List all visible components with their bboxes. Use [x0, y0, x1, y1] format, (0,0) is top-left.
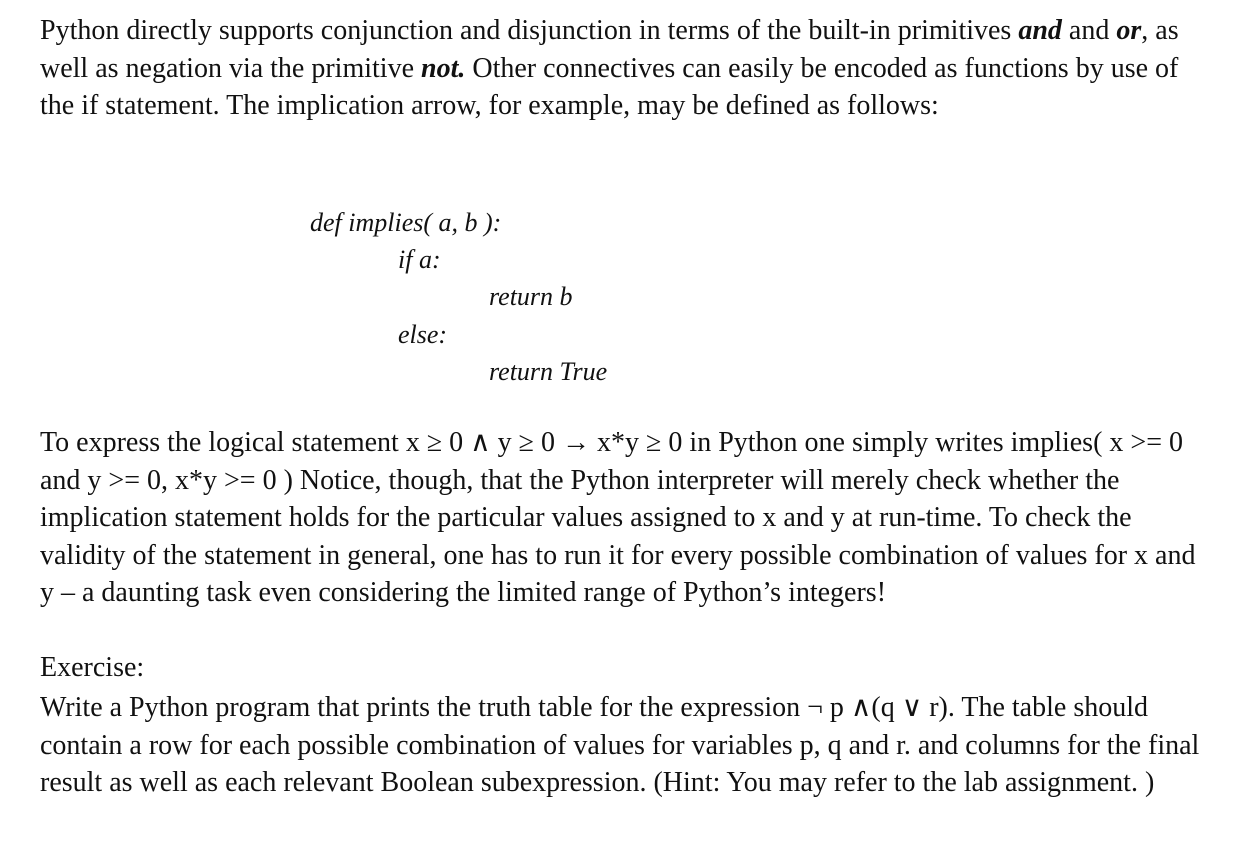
intro-paragraph	[40, 12, 1200, 125]
explanation-paragraph: To express the logical statement x ≥ 0 ∧ y ≥ 0 → x*y ≥ 0 in Python one simply writes implies( x >= 0 and y >= 0, x*y >= 0 ) Notice, though, that the Python interpreter will merely check whether the implication statement holds for the particular values assigned to x and y at run-time. To check the validity of the statement in general, one has to run it for every possible combination of values for x and y – a daunting task even considering the limited range of Python’s integers!	[40, 427, 1196, 608]
code-line-return-b: return b	[489, 282, 573, 311]
not-keyword: not.	[421, 52, 466, 84]
and-keyword: and	[1018, 15, 1062, 46]
intro-text-3: , as well as negation via the primitive	[40, 15, 1179, 84]
intro-text-1: Python directly supports conjunction and disjunction in terms of the built-in primitives	[40, 15, 1019, 46]
or-keyword: or	[1116, 15, 1142, 46]
intro-text-4: Other connectives can easily be encoded as functions by use of the if statement. The implication arrow, for example, may be defined as follows:	[40, 52, 1179, 121]
code-line-else: else:	[398, 320, 448, 349]
exercise-title: Exercise:	[40, 652, 145, 683]
intro-text-2: and	[1061, 15, 1117, 46]
code-line-def: def implies( a, b ):	[310, 208, 502, 237]
code-line-if: if a:	[398, 245, 441, 274]
code-line-return-true: return True	[489, 357, 608, 386]
exercise-paragraph: Write a Python program that prints the truth table for the expression ¬ p ∧(q ∨ r). The table should contain a row for each possible combination of values for variables p, q and r. and columns for the final result as well as each relevant Boolean subexpression. (Hint: You may refer to the lab assignment. )	[40, 692, 1200, 798]
